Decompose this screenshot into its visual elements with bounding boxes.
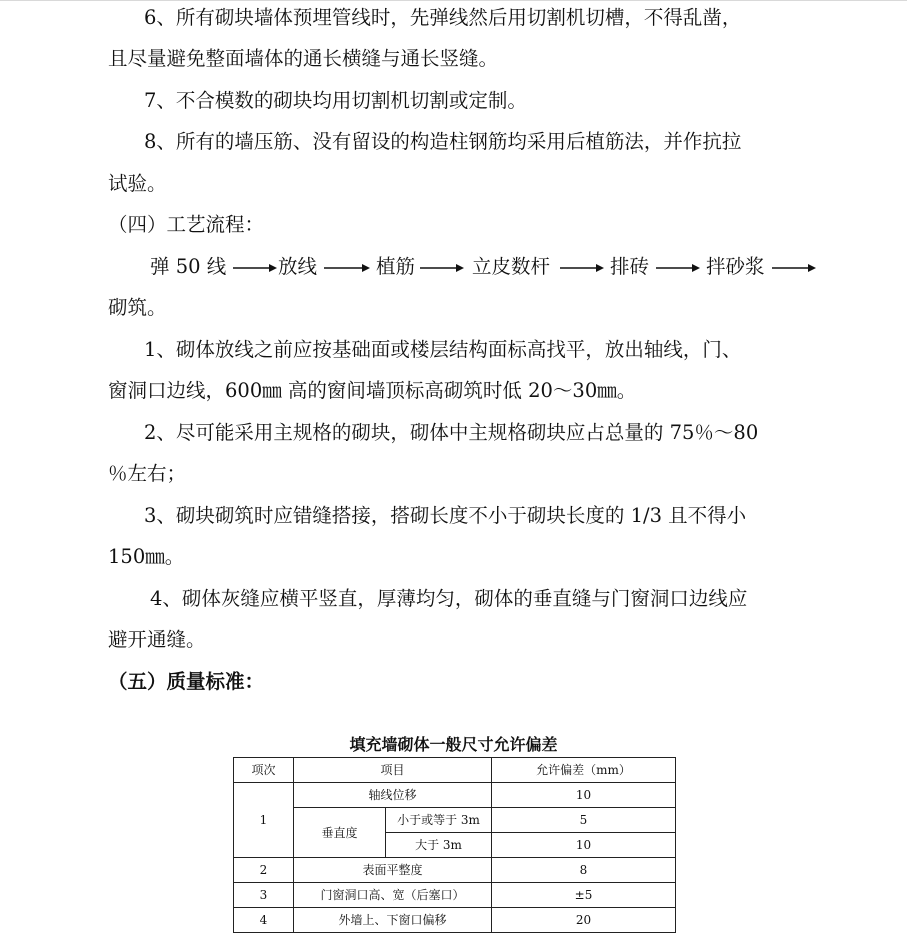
cell-value: 10 bbox=[492, 833, 676, 858]
flow-step: 排砖 bbox=[610, 255, 650, 278]
paragraph-8-line1: 8、所有的墙压筋、没有留设的构造柱钢筋均采用后植筋法，并作抗拉 bbox=[144, 130, 742, 153]
paragraph-4-line2: 避开通缝。 bbox=[108, 628, 206, 651]
table-row bbox=[234, 808, 676, 833]
arrow-right-icon bbox=[233, 263, 277, 273]
arrow-right-icon bbox=[420, 263, 464, 273]
table-row bbox=[234, 883, 676, 908]
cell-value: 20 bbox=[492, 908, 676, 933]
table-header-row bbox=[234, 758, 676, 783]
cell-value: ±5 bbox=[492, 883, 676, 908]
cell-item: 表面平整度 bbox=[294, 858, 492, 883]
cell-value: 5 bbox=[492, 808, 676, 833]
flow-step: 放线 bbox=[278, 255, 318, 278]
paragraph-2-line1: 2、尽可能采用主规格的砌块，砌体中主规格砌块应占总量的 75％～80 bbox=[144, 421, 759, 444]
header-cell-no: 项次 bbox=[234, 758, 294, 783]
cell-value: 8 bbox=[492, 858, 676, 883]
arrow-right-icon bbox=[560, 263, 604, 273]
paragraph-3-line1: 3、砌块砌筑时应错缝搭接，搭砌长度不小于砌块长度的 1/3 且不得小 bbox=[144, 504, 747, 527]
paragraph-8-line2: 试验。 bbox=[108, 172, 167, 195]
flow-step: 拌砂浆 bbox=[706, 255, 765, 278]
cell-group: 垂直度 bbox=[294, 808, 386, 858]
cell-sub: 小于或等于 3m bbox=[386, 808, 492, 833]
paragraph-6-line2: 且尽量避免整面墙体的通长横缝与通长竖缝。 bbox=[108, 47, 499, 70]
header-cell-value: 允许偏差（mm） bbox=[492, 758, 676, 783]
paragraph-4-line1: 4、砌体灰缝应横平竖直，厚薄均匀，砌体的垂直缝与门窗洞口边线应 bbox=[150, 587, 748, 610]
cell-item: 门窗洞口高、宽（后塞口） bbox=[294, 883, 492, 908]
cell-item: 轴线位移 bbox=[294, 783, 492, 808]
section-heading-4: （四）工艺流程： bbox=[108, 213, 265, 236]
cell-no: 4 bbox=[234, 908, 294, 933]
arrow-right-icon bbox=[656, 263, 700, 273]
paragraph-6-line1: 6、所有砌块墙体预埋管线时，先弹线然后用切割机切槽，不得乱凿， bbox=[144, 6, 742, 29]
header-cell-item: 项目 bbox=[294, 758, 492, 783]
cell-no: 2 bbox=[234, 858, 294, 883]
cell-no: 1 bbox=[234, 783, 294, 858]
paragraph-1-line2: 窗洞口边线，600㎜ 高的窗间墙顶标高砌筑时低 20～30㎜。 bbox=[108, 379, 637, 402]
paragraph-2-line2: ％左右； bbox=[108, 462, 187, 485]
table-row bbox=[234, 908, 676, 933]
flow-step: 弹 50 线 bbox=[150, 255, 227, 278]
table-row bbox=[234, 858, 676, 883]
paragraph-7: 7、不合模数的砌块均用切割机切割或定制。 bbox=[144, 89, 527, 112]
table-title: 填充墙砌体一般尺寸允许偏差 bbox=[349, 735, 558, 754]
paragraph-3-line2: 150㎜。 bbox=[108, 545, 185, 568]
cell-sub: 大于 3m bbox=[386, 833, 492, 858]
cell-item: 外墙上、下窗口偏移 bbox=[294, 908, 492, 933]
cell-no: 3 bbox=[234, 883, 294, 908]
cell-value: 10 bbox=[492, 783, 676, 808]
arrow-right-icon bbox=[772, 263, 816, 273]
section-heading-5: （五）质量标准： bbox=[108, 670, 265, 693]
flow-end-text: 砌筑。 bbox=[108, 296, 167, 319]
table-row bbox=[234, 783, 676, 808]
flow-step: 植筋 bbox=[376, 255, 416, 278]
deviation-table bbox=[233, 757, 676, 933]
flow-step: 立皮数杆 bbox=[472, 255, 551, 278]
paragraph-1-line1: 1、砌体放线之前应按基础面或楼层结构面标高找平，放出轴线，门、 bbox=[144, 338, 742, 361]
arrow-right-icon bbox=[324, 263, 370, 273]
page-top-rule bbox=[0, 0, 907, 1]
